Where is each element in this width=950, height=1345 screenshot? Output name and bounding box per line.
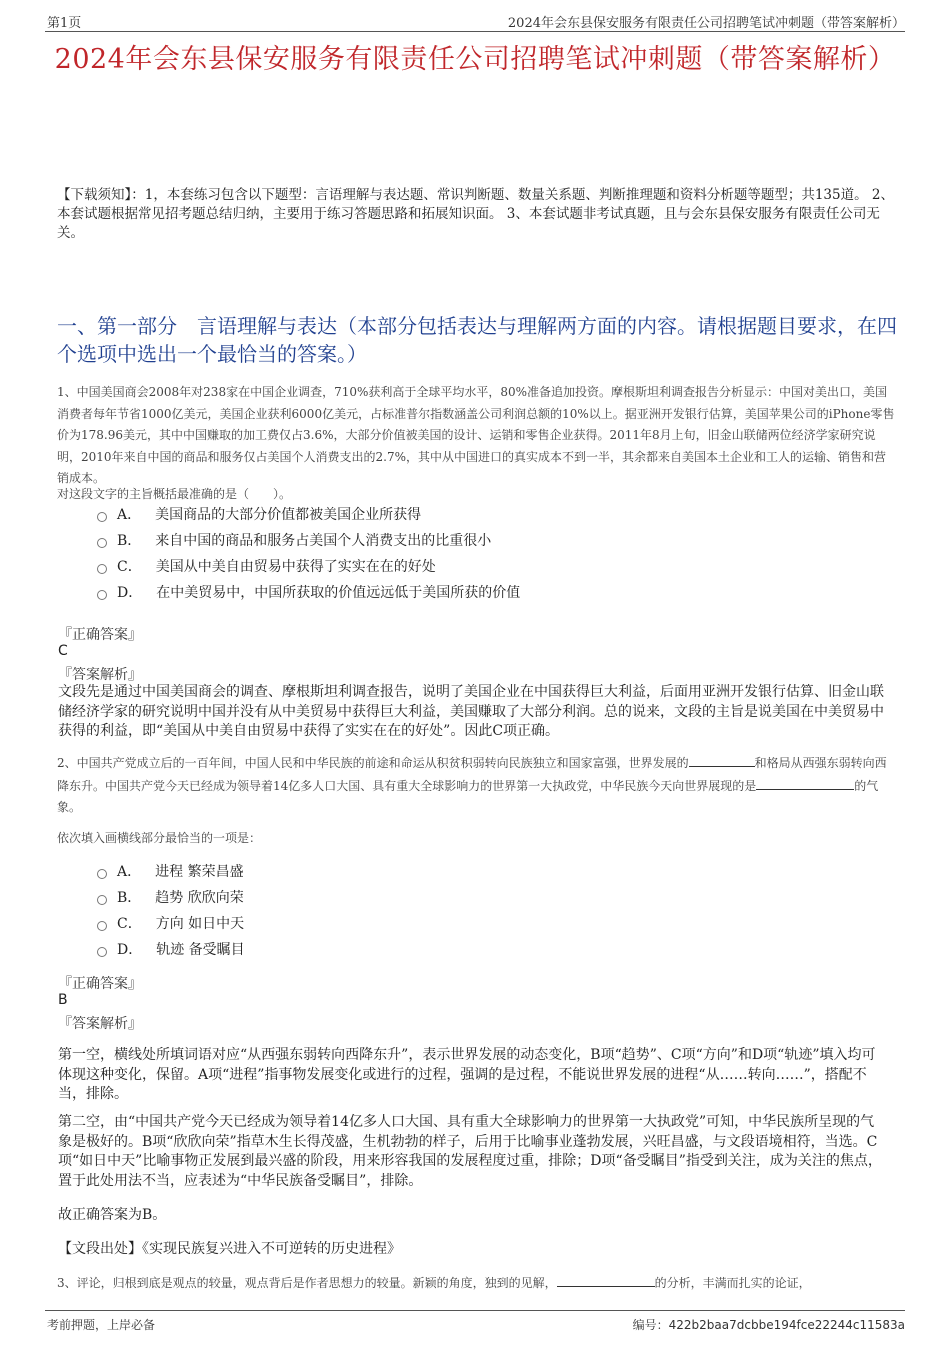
question-3-text-part-1: 3、评论，归根到底是观点的较量，观点背后是作者思想力的较量。新颖的角度，独到的见解， [57, 1276, 557, 1290]
answer-label: 『正确答案』 [58, 627, 142, 643]
option-text: 趋势 欣欣向荣 [155, 890, 244, 906]
question-2-prompt: 依次填入画横线部分最恰当的一项是： [57, 831, 262, 845]
radio-button[interactable] [97, 512, 107, 522]
question-2-text-part-1: 2、中国共产党成立后的一百年间，中国人民和中华民族的前途和命运从积贫积弱转向民族独立和国家富强，世界发展的 [57, 756, 689, 770]
question-1-analysis: 文段先是通过中国美国商会的调查、摩根斯坦利调查报告，说明了美国企业在中国获得巨大利益，后面用亚洲开发银行估算、旧金山联储经济学家的研究说明中国并没有从中美贸易中获得巨大利益，美国赚取了大部分利润。总的说来，文段的主旨是说美国在中美贸易中获得的利益，即“美国从中美自由贸易中获得了实实在在的好处”。因此C项正确。 [58, 684, 884, 739]
option-text: 在中美贸易中，中国所获取的价值远远低于美国所获的价值 [156, 585, 521, 601]
option-letter: D． [117, 585, 143, 601]
radio-button[interactable] [97, 947, 107, 957]
option-letter: B． [117, 890, 142, 906]
radio-button[interactable] [97, 564, 107, 574]
footer-code [633, 1316, 905, 1333]
radio-button[interactable] [97, 590, 107, 600]
footer-code-value: 422b2baa7dcbbe194fce22244c11583a [668, 1318, 905, 1332]
page-title: 2024年会东县保安服务有限责任公司招聘笔试冲刺题（带答案解析） [54, 44, 896, 75]
question-2-text [57, 752, 895, 819]
option-text: 美国从中美自由贸易中获得了实实在在的好处 [155, 559, 436, 575]
option-text: 方向 如日中天 [155, 916, 245, 932]
correct-answer: C [58, 643, 68, 659]
question-2-conclusion: 故正确答案为B。 [58, 1207, 167, 1223]
fill-blank [689, 752, 755, 767]
answer-label: 『正确答案』 [58, 976, 142, 992]
option-letter: A． [117, 864, 142, 880]
option-text: 轨迹 备受瞩目 [156, 942, 245, 958]
option-a[interactable] [97, 859, 245, 885]
question-1-prompt: 对这段文字的主旨概括最准确的是（ ）。 [57, 487, 292, 501]
question-2-analysis-part-1: 第一空，横线处所填词语对应“从西强东弱转向西降东升”，表示世界发展的动态变化，B项“趋势”、C项“方向”和D项“轨迹”填入均可体现这种变化，保留。A项“进程”指事物发展变化或进行的过程，强调的是过程，不能说世界发展的进程“从……转向……”，搭配不当，排除。 [58, 1047, 876, 1102]
radio-button[interactable] [97, 895, 107, 905]
question-1-text: 1、中国美国商会2008年对238家在中国企业调查，710%获利高于全球平均水平，80%准备追加投资。摩根斯坦利调查报告分析显示：中国对美出口，美国消费者每年节省1000亿美元，美国企业获利6000亿美元，占标准普尔指数涵盖公司利润总额的10%以上。据亚洲开发银行估算，美国苹果公司的iPhone零售价为178.96美元，其中中国赚取的加工费仅占3.6%，大部分价值被美国的设计、运销和零售企业获得。2011年8月上旬，旧金山联储两位经济学家研究说明，2010年来自中国的商品和服务仅占美国个人消费支出的2.7%，其中从中国进口的真实成本不到一半，其余都来自美国本土企业和工人的运输、销售和营销成本。 [57, 385, 895, 485]
radio-button[interactable] [97, 869, 107, 879]
fill-blank [557, 1272, 655, 1287]
radio-button[interactable] [97, 921, 107, 931]
question-2-analysis-part-2: 第二空，由“中国共产党今天已经成为领导着14亿多人口大国、具有重大全球影响力的世界第一大执政党”可知，中华民族所呈现的气象是极好的。B项“欣欣向荣”指草木生长得茂盛，生机勃勃的样子，后用于比喻事业蓬勃发展，兴旺昌盛，与文段语境相符，当选。C项“如日中天”比喻事物正发展到最兴盛的阶段，用来形容我国的发展程度过重，排除；D项“备受瞩目”指受到关注，成为关注的焦点，置于此处用法不当，应表述为“中华民族备受瞩目”，排除。 [58, 1114, 882, 1189]
option-text: 进程 繁荣昌盛 [155, 864, 244, 880]
option-text: 来自中国的商品和服务占美国个人消费支出的比重很小 [155, 533, 492, 549]
option-letter: B． [117, 533, 142, 549]
option-letter: D． [117, 942, 143, 958]
option-d[interactable] [97, 580, 520, 606]
question-1-options [97, 502, 520, 606]
radio-button[interactable] [97, 538, 107, 548]
header-divider [45, 31, 905, 32]
question-3-text [57, 1272, 895, 1295]
option-b[interactable] [97, 885, 245, 911]
footer-divider [45, 1310, 905, 1311]
analysis-label: 『答案解析』 [58, 667, 142, 683]
header-doc-title: 2024年会东县保安服务有限责任公司招聘笔试冲刺题（带答案解析） [507, 16, 905, 31]
option-d[interactable] [97, 937, 245, 963]
question-2-options [97, 859, 245, 963]
option-c[interactable] [97, 554, 520, 580]
question-2-text-part-3: 的气象。 [57, 778, 879, 814]
page-number: 第1页 [47, 16, 82, 31]
footer-code-label: 编号： [632, 1318, 669, 1332]
correct-answer: B [58, 992, 68, 1008]
question-3-text-part-2: 的分析，丰满而扎实的论证， [654, 1276, 811, 1290]
question-2-source: 【文段出处】《实现民族复兴进入不可逆转的历史进程》 [58, 1241, 401, 1257]
option-a[interactable] [97, 502, 520, 528]
download-notice: 【下载须知】：1，本套练习包含以下题型：言语理解与表达题、常识判断题、数量关系题、判断推理题和资料分析题等题型；共135道。 2、本套试题根据常见招考题总结归纳，主要用于练习答题思路和拓展知识面。 3、本套试题非考试真题，且与会东县保安服务有限责任公司无关。 [57, 187, 894, 241]
option-b[interactable] [97, 528, 520, 554]
option-c[interactable] [97, 911, 245, 937]
option-letter: A． [117, 507, 142, 523]
fill-blank [756, 775, 854, 790]
option-text: 美国商品的大部分价值都被美国企业所获得 [155, 507, 422, 523]
footer-slogan: 考前押题，上岸必备 [47, 1318, 156, 1332]
section-heading: 一、第一部分 言语理解与表达（本部分包括表达与理解两方面的内容。请根据题目要求，在四个选项中选出一个最恰当的答案。） [57, 314, 897, 366]
analysis-label: 『答案解析』 [58, 1016, 142, 1032]
question-2-text-part-2: 和格局从西强东弱转向西降东升。中国共产党今天已经成为领导着14亿多人口大国、具有重大全球影响力的世界第一大执政党，中华民族今天向世界展现的是 [57, 756, 887, 793]
option-letter: C． [117, 559, 142, 575]
option-letter: C． [117, 916, 142, 932]
